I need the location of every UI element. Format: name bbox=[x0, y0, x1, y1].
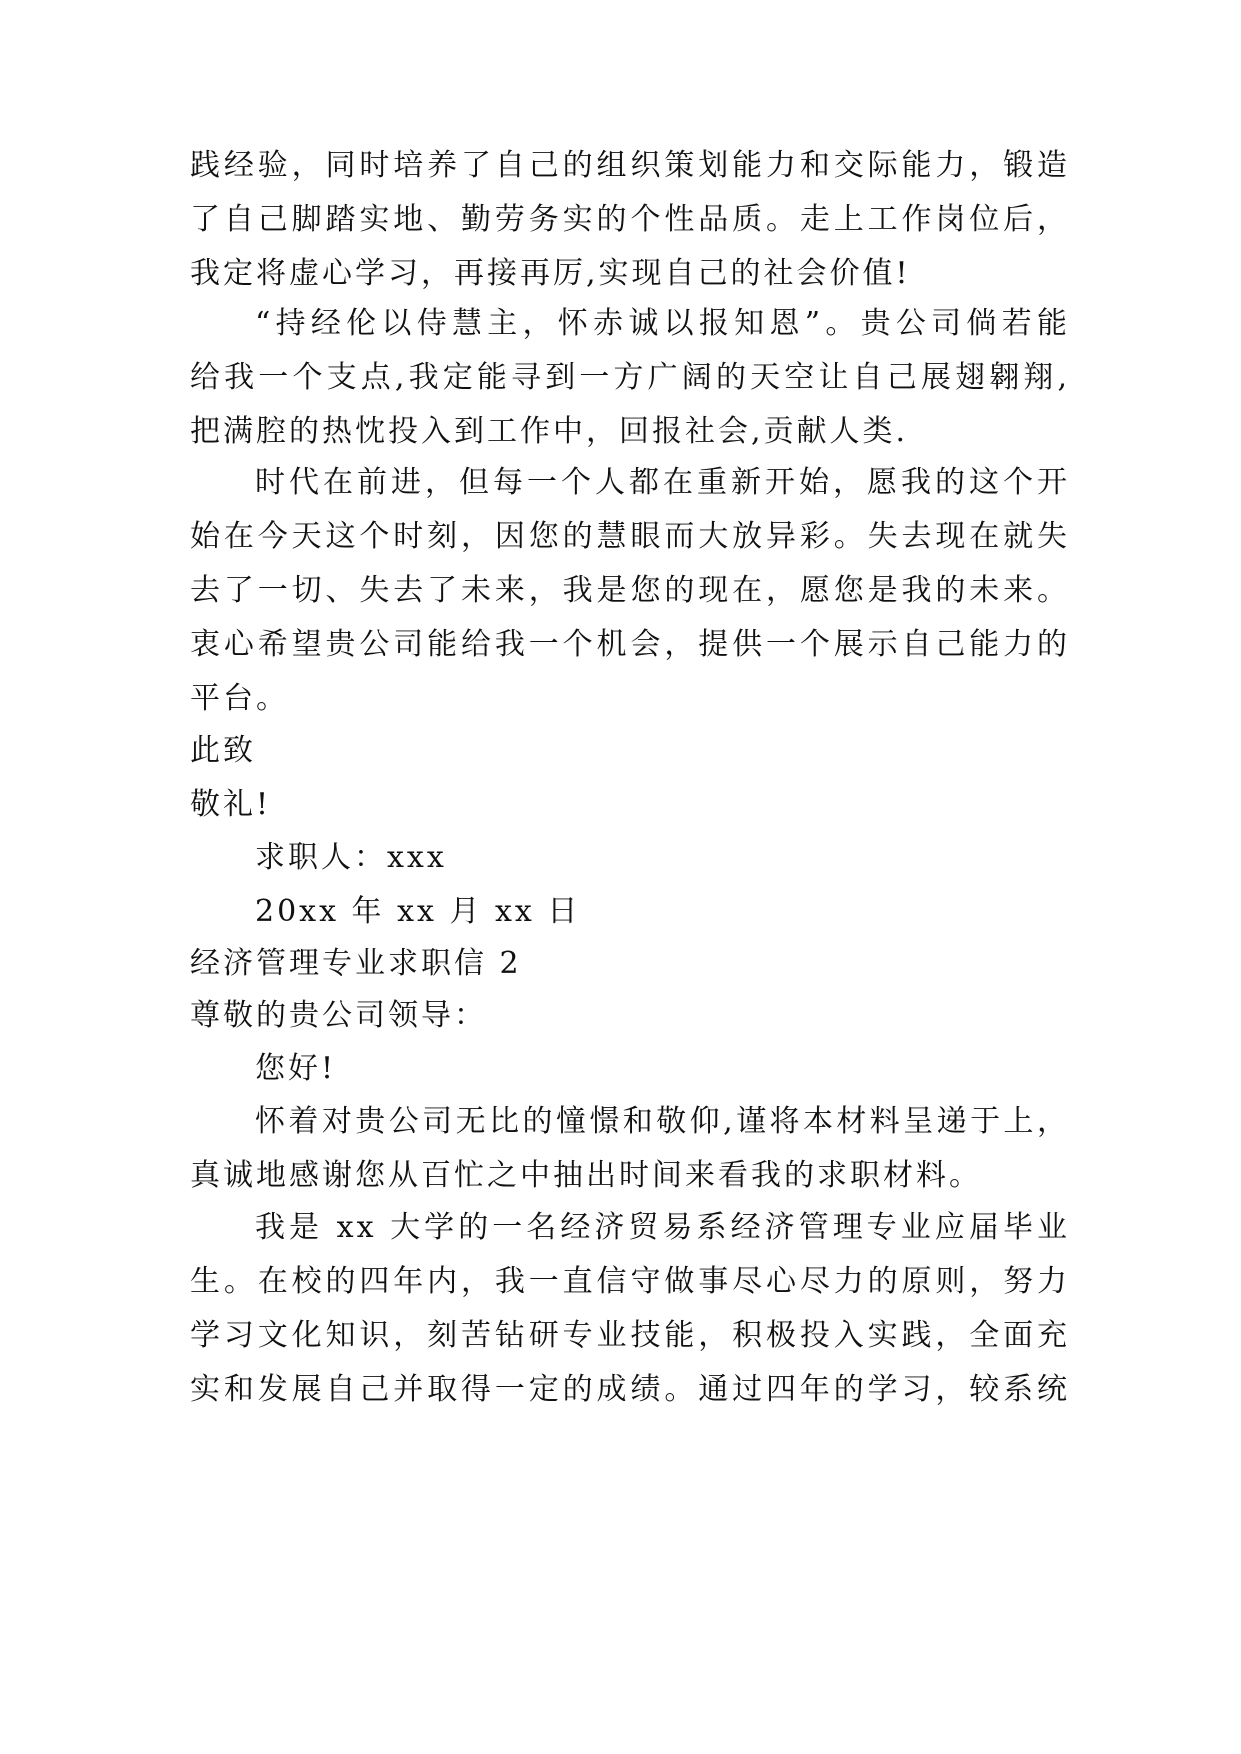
recipient-greeting: 尊敬的贵公司领导： bbox=[190, 998, 487, 1033]
body-text-line: 给我一个支点,我定能寻到一方广阔的天空让自己展翅翱翔, bbox=[190, 360, 1070, 395]
body-text-line: 衷心希望贵公司能给我一个机会，提供一个展示自己能力的 bbox=[190, 627, 1070, 662]
body-text-line: 时代在前进，但每一个人都在重新开始，愿我的这个开 bbox=[255, 465, 1070, 500]
body-text-line: 把满腔的热忱投入到工作中，回报社会,贡献人类. bbox=[190, 414, 909, 449]
applicant-signature: 求职人：xxx bbox=[255, 840, 447, 875]
closing-regards: 敬礼! bbox=[190, 787, 272, 822]
body-text-line: 学习文化知识，刻苦钻研专业技能，积极投入实践，全面充 bbox=[190, 1318, 1070, 1353]
body-text-line: 了自己脚踏实地、勤劳务实的个性品质。走上工作岗位后， bbox=[190, 202, 1070, 237]
body-text-line: 平台。 bbox=[190, 681, 289, 716]
body-text-line: 始在今天这个时刻，因您的慧眼而大放异彩。失去现在就失 bbox=[190, 519, 1070, 554]
body-text-line: 实和发展自己并取得一定的成绩。通过四年的学习，较系统 bbox=[190, 1372, 1070, 1407]
body-text-line: 真诚地感谢您从百忙之中抽出时间来看我的求职材料。 bbox=[190, 1158, 982, 1193]
body-text-line: 去了一切、失去了未来，我是您的现在，愿您是我的未来。 bbox=[190, 573, 1070, 608]
body-text-line: 生。在校的四年内，我一直信守做事尽心尽力的原则，努力 bbox=[190, 1264, 1070, 1299]
greeting-line: 您好! bbox=[255, 1051, 337, 1086]
body-text-line: “持经伦以侍慧主，怀赤诚以报知恩”。贵公司倘若能 bbox=[255, 306, 1070, 341]
body-text-line: 怀着对贵公司无比的憧憬和敬仰,谨将本材料呈递于上， bbox=[255, 1104, 1070, 1139]
body-text-line: 我定将虚心学习，再接再厉,实现自己的社会价值! bbox=[190, 256, 911, 291]
document-title: 经济管理专业求职信 2 bbox=[190, 946, 522, 981]
closing-salutation: 此致 bbox=[190, 733, 256, 768]
body-text-line: 我是 xx 大学的一名经济贸易系经济管理专业应届毕业 bbox=[255, 1210, 1070, 1245]
body-text-line: 践经验，同时培养了自己的组织策划能力和交际能力，锻造 bbox=[190, 148, 1070, 183]
letter-date: 20xx 年 xx 月 xx 日 bbox=[255, 894, 581, 929]
